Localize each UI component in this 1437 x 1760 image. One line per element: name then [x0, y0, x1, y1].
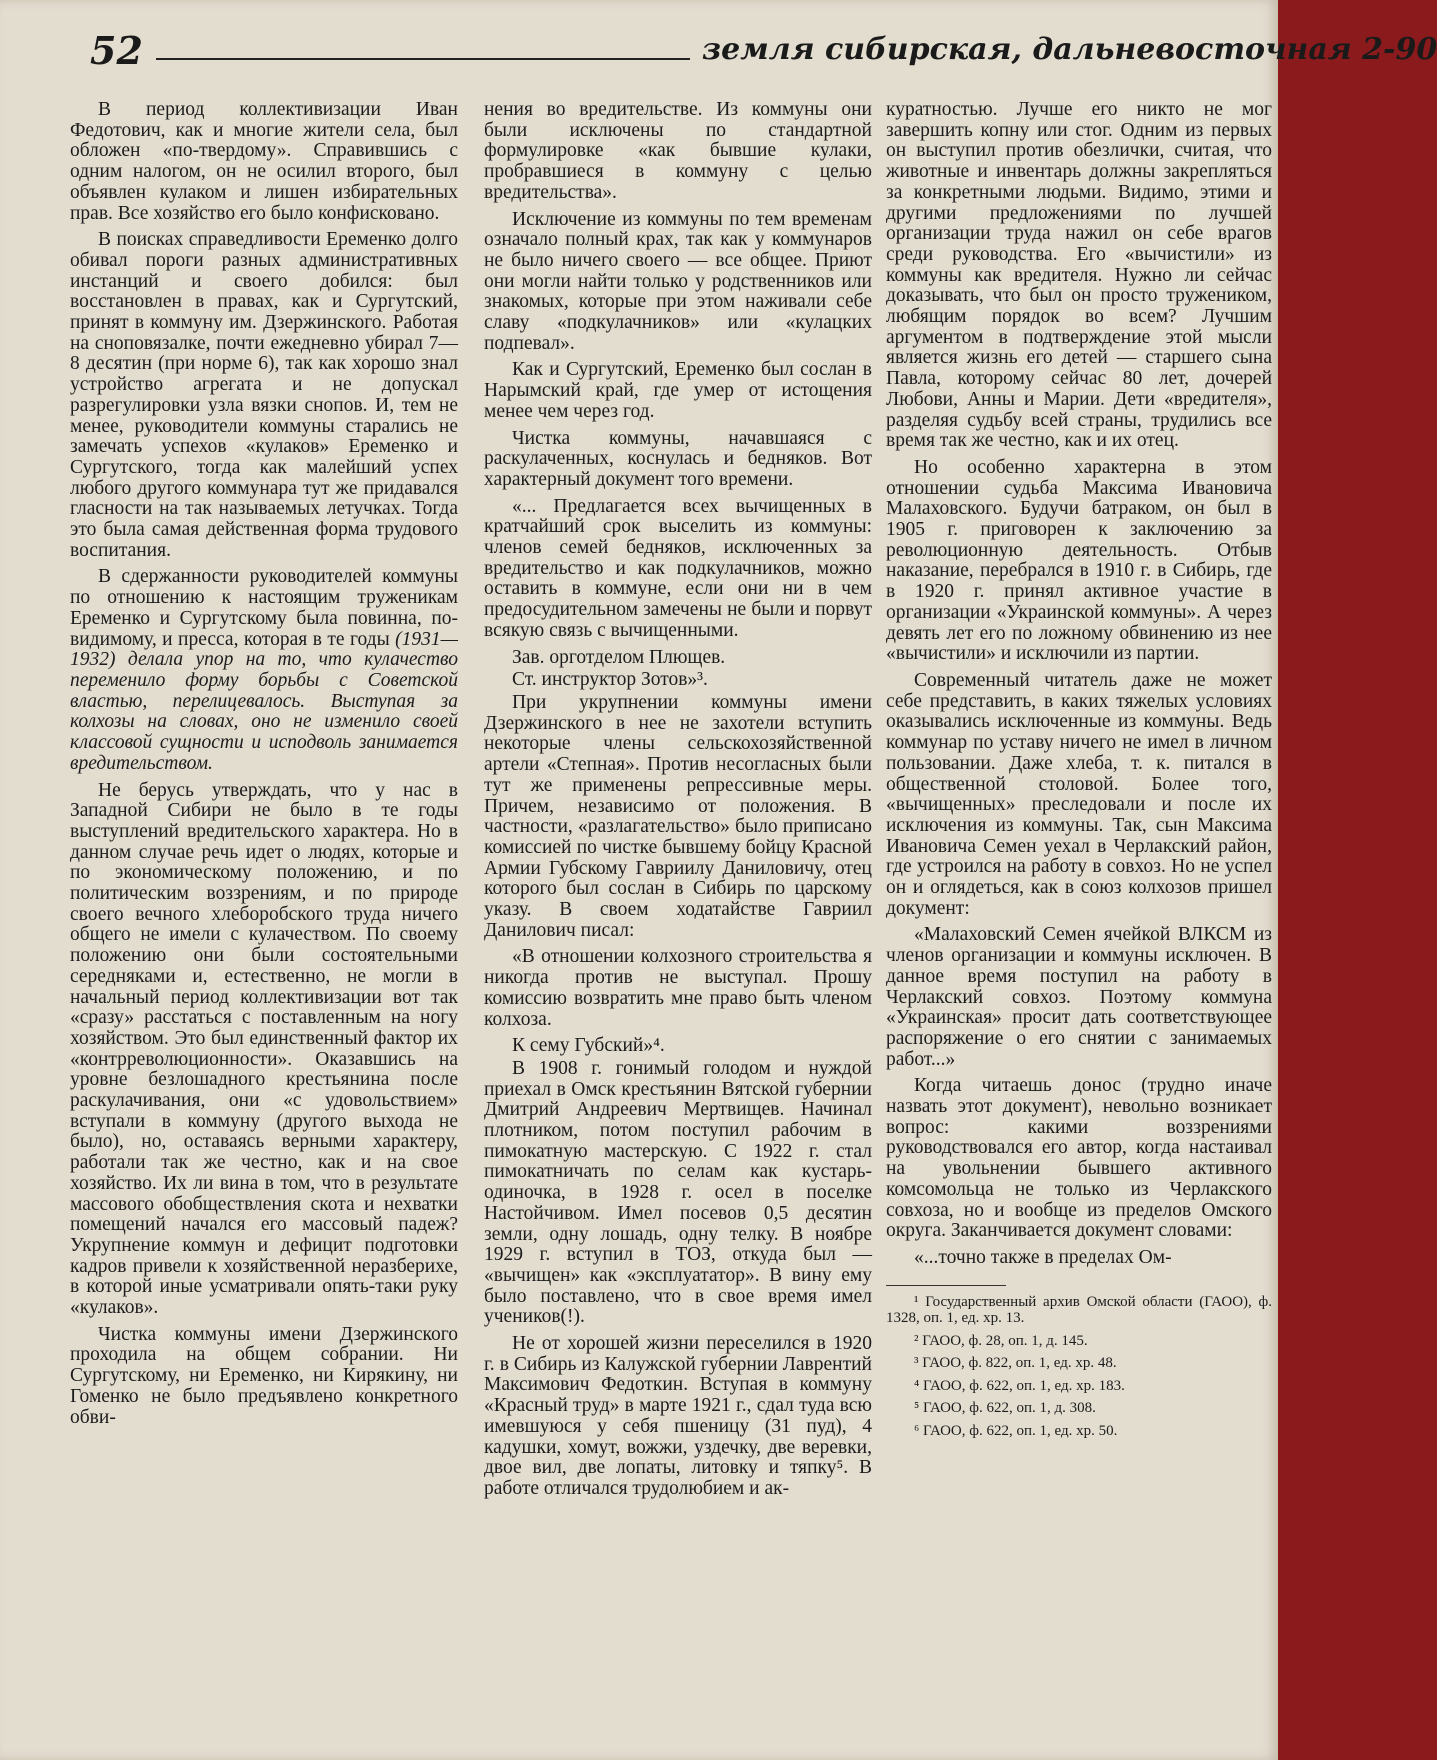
- signature: Ст. инструктор Зотов»³.: [512, 669, 708, 691]
- signature: Зав. орготделом Плющев.: [512, 646, 726, 668]
- italic-passage: (1931—1932) делала упор на то, что кулачество переменило форму борьбы с Советской властью, перелицевалось. Выступая за колхозы на словах, оно не изменило своей классовой сущности и исподволь занимается вредительством.: [70, 628, 458, 774]
- paragraph: Но особенно характерна в этом отношении судьба Максима Ивановича Малаховского. Будучи батраком, он был в 1905 г. приговорен к заключению за революционную деятельность. Отбыв наказание, перебрался в 1910 г. в Сибирь, где в 1920 г. принял активное участие в организации «Украинской коммуны». А через девять лет его по ложному обвинению из нее «вычистили» и исключили из партии.: [886, 456, 1272, 665]
- footnote: ⁶ ГАОО, ф. 622, оп. 1, ед. хр. 50.: [914, 1422, 1118, 1439]
- paragraph: куратностью. Лучше его никто не мог завершить копну или стог. Одним из первых он выступил против обезлички, считая, что животные и инвентарь должны закрепляться за конкретными людьми. Видимо, этими и другими предложениями по лучшей организации труда нажил он себе врагов среди руководства. Его «вычистили» из коммуны как вредителя. Нужно ли сейчас доказывать, что был он просто тружеником, любящим порядок во всем? Лучшим аргументом в подтверждение этой мысли является жизнь его детей — старшего сына Павла, которому сейчас 80 лет, дочерей Любови, Анны и Марии. Дети «вредителя», разделяя судьбу всей страны, трудились все время так же честно, как и их отец.: [886, 99, 1272, 452]
- footnote: ³ ГАОО, ф. 822, оп. 1, ед. хр. 48.: [914, 1355, 1117, 1372]
- paragraph: В сдержанности руководителей коммуны по отношению к настоящим труженикам Еременко и Сургутскому была повинна, по-видимому, и пресса, которая в те годы (1931—1932) делала упор на то, что кулачество переменило форму борьбы с Советской властью, перелицевалось. Выступая за колхозы на словах, оно не изменило своей классовой сущности и исподволь занимается вредительством.: [70, 566, 458, 774]
- column-2: [484, 100, 872, 1506]
- paragraph: Современный читатель даже не может себе представить, в каких тяжелых условиях оказывались исключенные из коммуны. Ведь коммунар по уставу ничего не имел в личном пользовании. Даже хлеба, т. к. питался в общественной столовой. Более того, «вычищенных» преследовали и после их исключения из коммуны. Так, сын Максима Ивановича Семен уехал в Черлакский район, где устроился на работу в совхоз. Но не успел он и оглядеться, как в союз колхозов пришел документ:: [886, 669, 1272, 919]
- header-rule: [156, 58, 690, 60]
- footnote: ⁴ ГАОО, ф. 622, оп. 1, ед. хр. 183.: [914, 1377, 1125, 1394]
- paragraph: Как и Сургутский, Еременко был сослан в Нарымский край, где умер от истощения менее чем через год.: [484, 359, 872, 422]
- page-number: 52: [90, 28, 143, 73]
- footnote: ² ГАОО, ф. 28, оп. 1, д. 145.: [914, 1332, 1088, 1349]
- column-3: [886, 100, 1272, 1445]
- footnote: ¹ Государственный архив Омской области (ГАОО), ф. 1328, оп. 1, ед. хр. 13.: [886, 1293, 1272, 1327]
- column-1: [70, 100, 458, 1434]
- paragraph: Чистка коммуны имени Дзержинского проходила на общем собрании. Ни Сургутскому, ни Еременко, ни Кирякину, ни Гоменко не было предъявлено конкретного обви-: [70, 1323, 458, 1428]
- quote: «...точно также в пределах Ом-: [914, 1246, 1172, 1268]
- paragraph: Чистка коммуны, начавшаяся с раскулаченных, коснулась и бедняков. Вот характерный документ того времени.: [484, 427, 872, 490]
- paragraph: В поисках справедливости Еременко долго обивал пороги разных административных инстанций и своего добился: был восстановлен в правах, как и Сургутский, принят в коммуну им. Дзержинского. Работая на сноповязалке, почти ежедневно убирал 7—8 десятин (при норме 6), так как хорошо знал устройство агрегата и не допускал разрегулировки узла вязки снопов. И, тем не менее, руководители коммуны старались не замечать успехов «кулаков» Еременко и Сургутского, тогда как малейший успех любого другого коммунара тут же придавался гласности на так называемых летучках. Тогда это была самая действенная форма трудового воспитания.: [70, 229, 458, 561]
- paragraph: Исключение из коммуны по тем временам означало полный крах, так как у коммунаров не было ничего своего — все общее. Приют они могли найти только у родственников или знакомых, которые при этом наживали себе славу «подкулачников» или «кулацких подпевал».: [484, 208, 872, 354]
- paragraph: В период коллективизации Иван Федотович, как и многие жители села, был обложен «по-твердому». Справившись с одним налогом, он не осилил второго, был объявлен кулаком и лишен избирательных прав. Все хозяйство его было конфисковано.: [70, 99, 458, 224]
- paragraph: Не от хорошей жизни переселился в 1920 г. в Сибирь из Калужской губернии Лаврентий Максимович Федоткин. Вступая в коммуну «Красный труд» в марте 1921 г., сдал туда всю имевшуюся у себя пшеницу (31 пуд), 4 кадушки, хомут, вожжи, уздечку, две веревки, двое вил, две лопаты, литовку и тяпку⁵. В работе отличался трудолюбием и ак-: [484, 1333, 872, 1499]
- paragraph: Когда читаешь донос (трудно иначе назвать этот документ), невольно возникает вопрос: какими воззрениями руководствовался его автор, когда настаивал на увольнении бывшего активного комсомольца не только из Черлакского совхоза, но и вообще из пределов Омского округа. Заканчивается документ словами:: [886, 1075, 1272, 1242]
- quote: «Малаховский Семен ячейкой ВЛКСМ из членов организации и коммуны исключен. В данное время поступил на работу в Черлакский совхоз. Поэтому коммуна «Украинская» просит дать соответствующее распоряжение о его снятии с занимаемых работ...»: [886, 924, 1272, 1070]
- quote: «В отношении колхозного строительства я никогда против не выступал. Прошу комиссию возвратить мне право быть членом колхоза.: [484, 946, 872, 1030]
- paragraph: Не берусь утверждать, что у нас в Западной Сибири не было в те годы выступлений вредительского характера. Но в данном случае речь идет о людях, которые и по экономическому положению, и по политическим воззрениям, и по природе своего вечного хлеборобского труда ничего общего не имели с кулачеством. По своему положению они были состоятельными середняками и, естественно, не могли в начальный период коллективизации вот так «сразу» расстаться с поставленным на ногу хозяйством. Это был единственный фактор их «контрреволюционности». Оказавшись на уровне безлошадного крестьянина после раскулачивания, они «с удовольствием» вступали в коммуну (другого выхода не было), но, оставаясь верными характеру, работали так же честно, как и на свое хозяйство. Их ли вина в том, что в результате массового обобществления скота и нехватки помещений начался его массовый падеж? Укрупнение коммун и дефицит подготовки кадров привели к хозяйственной неразберихе, в которой иные усматривали опять-таки руку «кулаков».: [70, 779, 458, 1319]
- page-header: [90, 22, 1437, 82]
- footnote: ⁵ ГАОО, ф. 622, оп. 1, д. 308.: [914, 1400, 1096, 1417]
- paragraph: При укрупнении коммуны имени Дзержинского в нее не захотели вступить некоторые члены сельскохозяйственной артели «Степная». Против несогласных были тут же применены репрессивные меры. Причем, независимо от положения. В частности, «разлагательство» было приписано комиссией по чистке бывшему бойцу Красной Армии Губскому Гавриилу Даниловичу, отец которого был сослан в Сибирь по царскому указу. В своем ходатайстве Гавриил Данилович писал:: [484, 691, 872, 941]
- paragraph: нения во вредительстве. Из коммуны они были исключены по стандартной формулировке «как бывшие кулаки, пробравшиеся в коммуну с целью вредительства».: [484, 99, 872, 203]
- magazine-title: земля сибирская, дальневосточная 2-90: [702, 32, 1437, 67]
- footnote-rule: [886, 1285, 1006, 1286]
- signature: К сему Губский»⁴.: [512, 1035, 665, 1057]
- quote: «... Предлагается всех вычищенных в кратчайший срок выселить из коммуны: членов семей бедняков, исключенных за вредительство и как подкулачников, можно оставить в коммуне, если они ни в чем предосудительном замечены не были и порвут всякую связь с вычищенными.: [484, 495, 872, 641]
- paragraph: В 1908 г. гонимый голодом и нуждой приехал в Омск крестьянин Вятской губернии Дмитрий Андреевич Мертвищев. Начинал плотником, потом поступил рабочим в пимокатную мастерскую. С 1922 г. стал пимокатничать по селам как кустарь-одиночка, в 1928 г. осел в поселке Настойчивом. Имел посевов 0,5 десятин земли, одну лошадь, одну телку. В ноябре 1929 г. вступил в ТОЗ, откуда был — «вычищен» как «эксплуататор». В вину ему было поставлено, что в свое время имел учеников(!).: [484, 1057, 872, 1328]
